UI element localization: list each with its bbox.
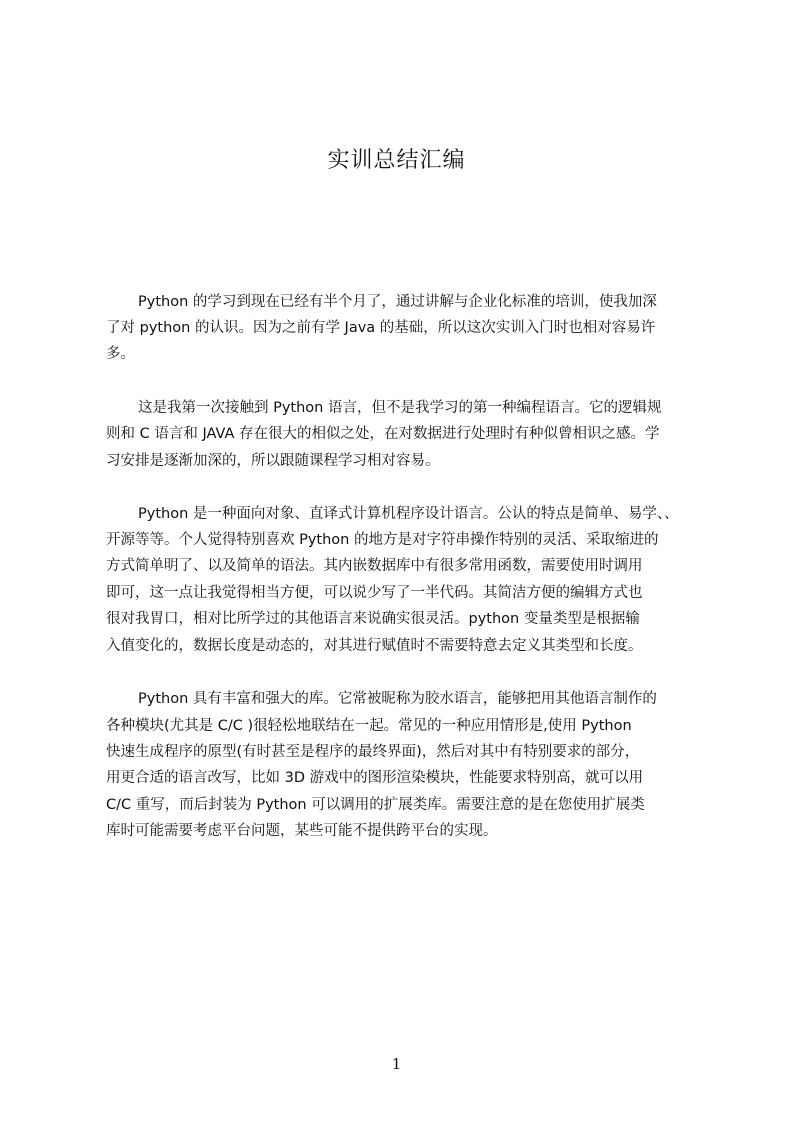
text-line: 开源等等。个人觉得特别喜欢 Python 的地方是对字符串操作特别的灵活、采取缩进的	[106, 532, 659, 548]
page-number: 1	[391, 1055, 402, 1073]
text-line: 这是我第一次接触到 Python 语言，但不是我学习的第一种编程语言。它的逻辑规	[138, 400, 662, 416]
text-line: 很对我胃口，相对比所学过的其他语言来说确实很灵活。python 变量类型是根据输	[106, 611, 640, 627]
text-line: 多。	[106, 346, 135, 362]
text-line: Python 具有丰富和强大的库。它常被昵称为胶水语言，能够把用其他语言制作的	[138, 691, 657, 707]
text-line: 各种模块(尤其是 C/C )很轻松地联结在一起。常见的一种应用情形是,使用 Python	[106, 718, 632, 734]
text-line: 了对 python 的认识。因为之前有学 Java 的基础，所以这次实训入门时也相对容易许	[106, 320, 656, 336]
page-title: 实训总结汇编	[327, 148, 466, 173]
text-line: 快速生成程序的原型(有时甚至是程序的最终界面)，然后对其中有特别要求的部分，	[106, 744, 640, 760]
text-line: 则和 C 语言和 JAVA 存在很大的相似之处，在对数据进行处理时有种似曾相识之感。学	[106, 426, 660, 442]
text-line: 即可，这一点让我觉得相当方便，可以说少写了一半代码。其简洁方便的编辑方式也	[106, 585, 643, 601]
text-line: 入值变化的，数据长度是动态的，对其进行赋值时不需要特意去定义其类型和长度。	[106, 638, 643, 654]
text-line: C/C 重写，而后封装为 Python 可以调用的扩展类库。需要注意的是在您使用扩展类	[106, 797, 645, 813]
text-line: 库时可能需要考虑平台问题，某些可能不提供跨平台的实现。	[106, 823, 498, 839]
text-line: 用更合适的语言改写，比如 3D 游戏中的图形渲染模块，性能要求特别高，就可以用	[106, 770, 644, 786]
text-line: Python 是一种面向对象、直译式计算机程序设计语言。公认的特点是简单、易学、、	[138, 506, 679, 522]
text-line: 方式简单明了、以及简单的语法。其内嵌数据库中有很多常用函数，需要使用时调用	[106, 558, 643, 574]
text-line: Python 的学习到现在已经有半个月了，通过讲解与企业化标准的培训，使我加深	[138, 294, 657, 310]
text-line: 习安排是逐渐加深的，所以跟随课程学习相对容易。	[106, 453, 440, 469]
